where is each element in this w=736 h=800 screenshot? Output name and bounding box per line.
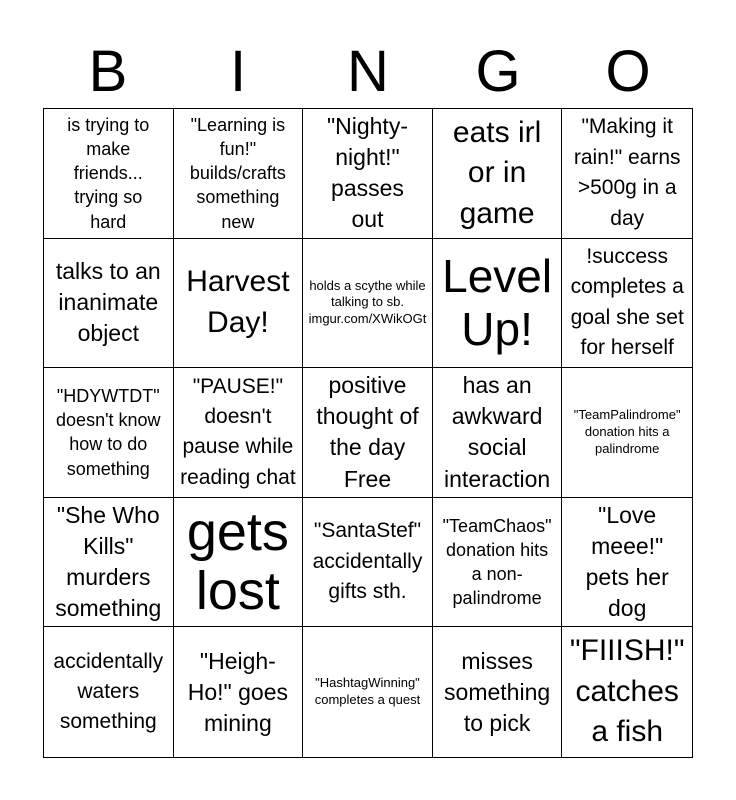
- bingo-cell[interactable]: "HDYWTDT" doesn't know how to do something: [44, 368, 174, 498]
- bingo-cell[interactable]: "HashtagWinning" completes a quest: [303, 627, 433, 757]
- bingo-cell[interactable]: accidentally waters something: [44, 627, 174, 757]
- bingo-cell[interactable]: "Nighty- night!" passes out: [303, 109, 433, 239]
- bingo-cell[interactable]: holds a scythe while talking to sb. imgur.com/XWikOGt: [303, 239, 433, 369]
- bingo-cell[interactable]: "SantaStef" accidentally gifts sth.: [303, 498, 433, 628]
- header-letter-n: N: [347, 39, 389, 104]
- bingo-cell[interactable]: "TeamPalindrome" donation hits a palindrome: [562, 368, 692, 498]
- header-letter-i: I: [229, 39, 247, 104]
- bingo-cell[interactable]: Harvest Day!: [174, 239, 304, 369]
- bingo-cell[interactable]: "TeamChaos" donation hits a non- palindrome: [433, 498, 563, 628]
- bingo-cell[interactable]: talks to an inanimate object: [44, 239, 174, 369]
- bingo-cell[interactable]: is trying to make friends... trying so hard: [44, 109, 174, 239]
- bingo-cell[interactable]: misses something to pick: [433, 627, 563, 757]
- bingo-cell[interactable]: Level Up!: [433, 239, 563, 369]
- header-letter-g: G: [475, 39, 521, 104]
- bingo-cell[interactable]: "FIIISH!" catches a fish: [569, 634, 685, 749]
- bingo-cell[interactable]: gets lost: [174, 498, 304, 628]
- bingo-cell[interactable]: "Heigh- Ho!" goes mining: [174, 627, 304, 757]
- bingo-header: [43, 40, 693, 104]
- bingo-cell[interactable]: "PAUSE!" doesn't pause while reading chat: [174, 368, 304, 498]
- bingo-cell[interactable]: "She Who Kills" murders something: [44, 498, 174, 628]
- free-space-cell[interactable]: positive thought of the day Free: [303, 368, 433, 498]
- bingo-grid: [43, 108, 693, 758]
- header-letter-o: O: [605, 39, 651, 104]
- bingo-cell[interactable]: "Making it rain!" earns >500g in a day: [562, 109, 692, 239]
- bingo-cell[interactable]: "Learning is fun!" builds/crafts something new: [174, 109, 304, 239]
- header-letter-b: B: [88, 39, 128, 104]
- bingo-cell[interactable]: eats irl or in game: [433, 109, 563, 239]
- bingo-cell[interactable]: !success completes a goal she set for herself: [562, 239, 692, 369]
- bingo-cell[interactable]: "Love meee!" pets her dog: [562, 498, 692, 628]
- bingo-cell[interactable]: has an awkward social interaction: [433, 368, 563, 498]
